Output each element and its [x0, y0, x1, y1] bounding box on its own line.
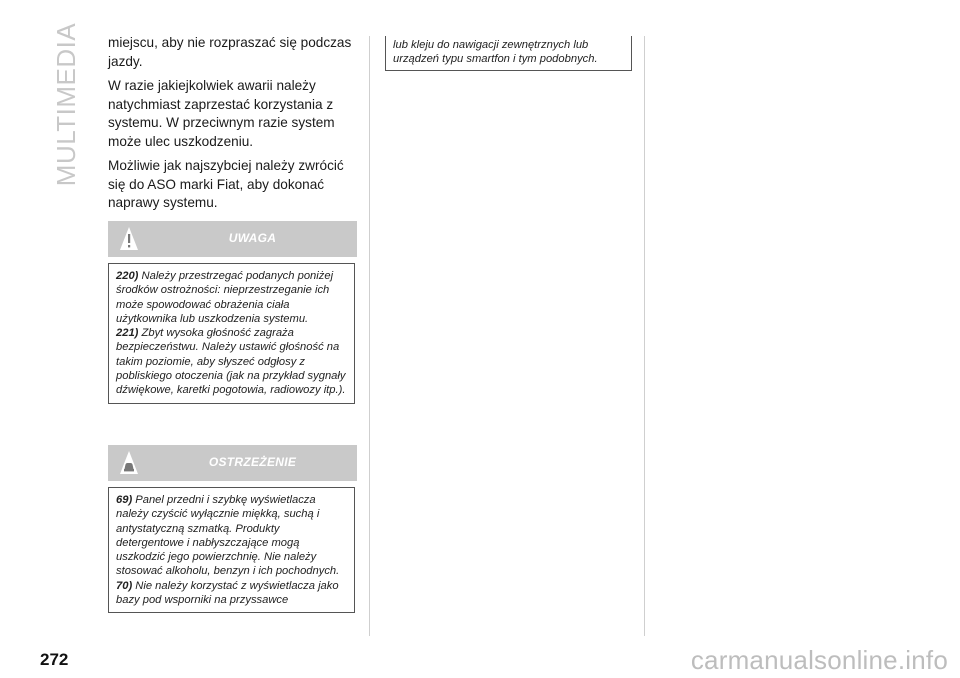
ostrzezenie-item-number: 69)	[116, 494, 133, 506]
ostrzezenie-item-text: Nie należy korzystać z wyświetlacza jako bazy pod wsporniki na przyssawce	[116, 579, 339, 607]
column-divider	[644, 36, 645, 636]
ostrzezenie-title: OSTRZEŻENIE	[208, 455, 297, 469]
uwaga-box	[108, 263, 355, 404]
uwaga-item-221	[116, 326, 346, 397]
ostrzezenie-header	[108, 445, 357, 481]
column-1-body	[108, 34, 358, 219]
column-divider	[369, 36, 370, 636]
uwaga-title: UWAGA	[228, 231, 277, 245]
body-paragraph-3: Możliwie jak najszybciej należy zwrócić się do ASO marki Fiat, aby dokonać naprawy systemu.	[108, 158, 344, 210]
warning-triangle-icon	[119, 226, 139, 252]
page-number: 272	[40, 650, 69, 669]
ostrzezenie-item-number: 70)	[116, 579, 133, 592]
body-paragraph-1: miejscu, aby nie rozpraszać się podczas jazdy.	[108, 35, 352, 69]
uwaga-header	[108, 221, 357, 257]
ostrzezenie-item-text: Panel przedni i szybkę wyświetlacza należy czyścić wyłącznie miękką, suchą i antystatyczną szmatką. Produkty detergentowe i nabłyszczające mogą uszkodzić jego powierzchnię. Nie należy stosować alkoholu, benzyn i ich pochodnych.	[116, 494, 340, 578]
body-paragraph-2: W razie jakiejkolwiek awarii należy natychmiast zaprzestać korzystania z systemu. W przeciwnym razie system może ulec uszkodzeniu.	[108, 78, 335, 149]
uwaga-item-number: 221)	[116, 327, 139, 340]
uwaga-item-text: Należy przestrzegać podanych poniżej środków ostrożności: nieprzestrzeganie ich może spowodować obrażenia ciała użytkownika lub uszkodzenia systemu.	[116, 270, 334, 325]
uwaga-item-text: Zbyt wysoka głośność zagraża bezpieczeństwu. Należy ustawić głośność na takim poziomie, aby słyszeć odgłosy z pobliskiego otoczenia (jak na przykład sygnały dźwiękowe, karetki pogotowia, radiowozy itp.).	[116, 327, 346, 397]
uwaga-item-220	[116, 269, 346, 326]
car-warning-icon	[119, 450, 139, 476]
ostrzezenie-item-69	[116, 493, 346, 579]
uwaga-item-number: 220)	[116, 270, 139, 282]
section-title: MULTIMEDIA	[51, 22, 82, 186]
ostrzezenie-item-70	[116, 579, 346, 608]
column-3-continuation-box	[385, 36, 632, 71]
ostrzezenie-box	[108, 487, 355, 613]
section-title-vertical	[51, 22, 82, 186]
continuation-text: lub kleju do nawigacji zewnętrznych lub urządzeń typu smartfon i tym podobnych.	[393, 39, 598, 66]
watermark-link[interactable]: carmanualsonline.info	[690, 645, 948, 675]
